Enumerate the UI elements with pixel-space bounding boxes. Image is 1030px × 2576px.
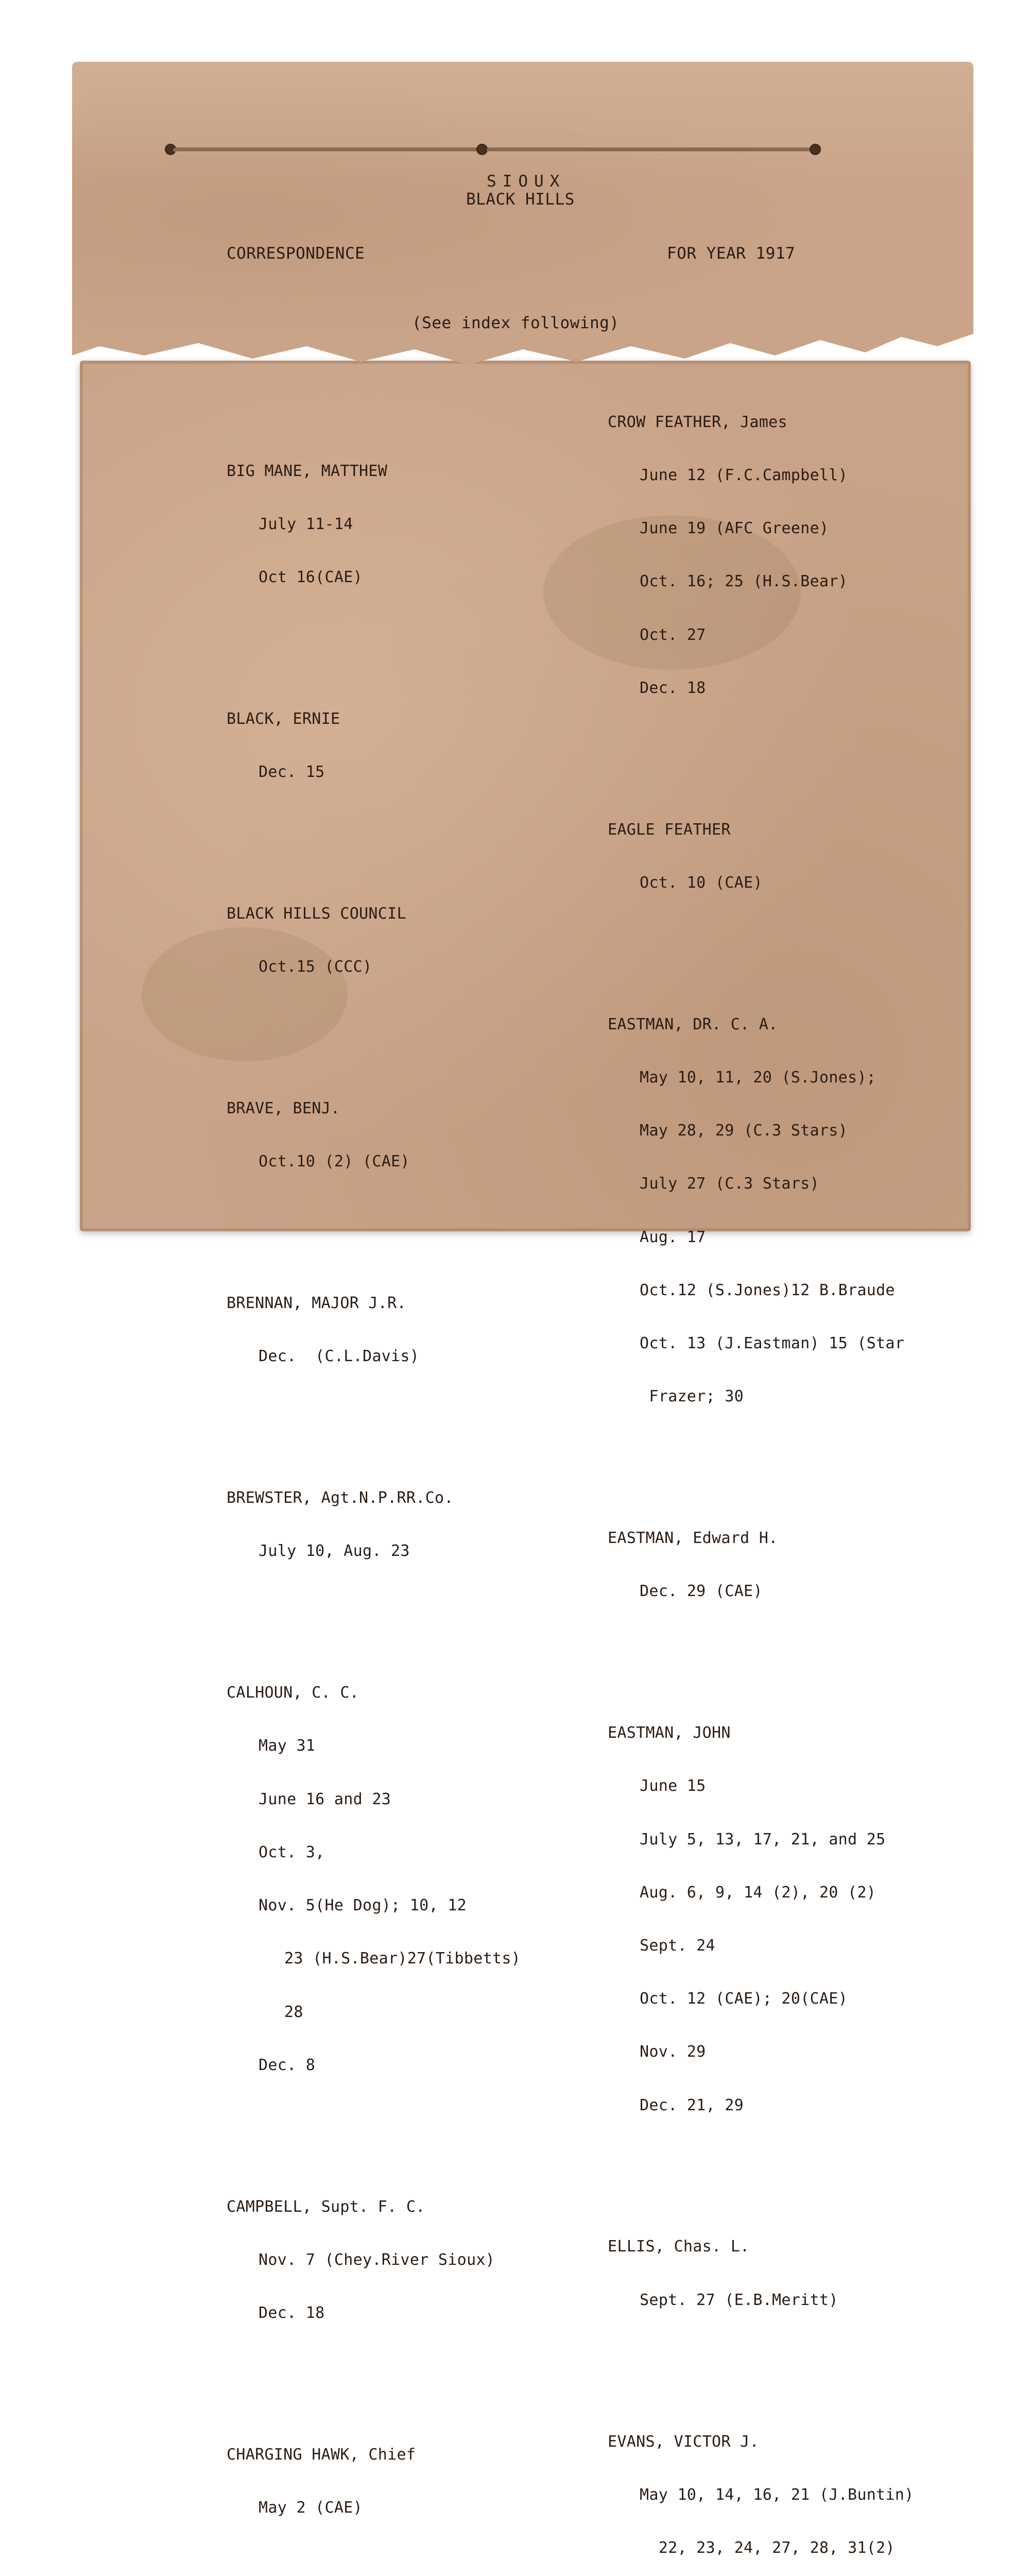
string-binding [165, 142, 824, 157]
entry-name: BLACK HILLS COUNCIL [227, 904, 406, 923]
entry-date: Oct.12 (S.Jones)12 B.Braude [640, 1281, 895, 1299]
index-entry [227, 1649, 521, 2110]
entry-date: Oct. 10 (CAE) [640, 873, 763, 892]
entry-name: EVANS, VICTOR J. [608, 2432, 759, 2451]
entry-date: Dec. 15 [259, 763, 325, 782]
index-entry [608, 2203, 914, 2345]
entry-date: 28 [284, 2003, 303, 2021]
entry-name: EASTMAN, Edward H. [608, 1529, 778, 1547]
entry-name: CROW FEATHER, James [608, 413, 787, 431]
index-entry [227, 427, 521, 622]
index-entry [227, 2411, 521, 2552]
index-entry [608, 2398, 914, 2576]
index-entry [608, 980, 914, 1442]
cover-right-label: FOR YEAR 1917 [667, 244, 796, 263]
binding-string [173, 148, 482, 151]
entry-date: Aug. 17 [640, 1228, 706, 1246]
entry-date: May 10, 14, 16, 21 (J.Buntin) [640, 2485, 914, 2504]
entry-date: May 31 [259, 1737, 316, 1755]
cover-title: SIOUX [487, 172, 566, 191]
entry-name: ELLIS, Chas. L. [608, 2238, 750, 2256]
index-entry [227, 870, 521, 1011]
entry-date: Oct 16(CAE) [259, 568, 363, 587]
entry-date: June 12 (F.C.Campbell) [640, 466, 848, 484]
entry-date: Oct. 27 [640, 625, 706, 644]
entry-date: Nov. 7 (Chey.River Sioux) [259, 2250, 495, 2269]
entry-date: May 2 (CAE) [259, 2499, 363, 2517]
index-entry [227, 675, 521, 817]
entry-date: May 10, 11, 20 (S.Jones); [640, 1068, 877, 1087]
entry-date: Oct.15 (CCC) [259, 958, 372, 976]
index-entry [608, 1494, 914, 1636]
entry-date: 22, 23, 24, 27, 28, 31(2) [640, 2538, 895, 2557]
entry-date: Nov. 29 [640, 2043, 706, 2061]
entry-name: BRENNAN, MAJOR J.R. [227, 1294, 406, 1313]
index-entry [227, 2163, 521, 2358]
entry-name: EAGLE FEATHER [608, 820, 731, 839]
entry-date: Oct. 12 (CAE); 20(CAE) [640, 1990, 848, 2008]
index-entry [227, 1454, 521, 1596]
entry-date: Oct.10 (2) (CAE) [259, 1153, 410, 1171]
entry-date: Nov. 5(He Dog); 10, 12 [259, 1896, 467, 1915]
index-entry [608, 786, 914, 927]
entry-date: Frazer; 30 [640, 1387, 744, 1406]
index-entry [227, 1259, 521, 1401]
entry-name: CHARGING HAWK, Chief [227, 2445, 416, 2464]
entry-name: BRAVE, BENJ. [227, 1099, 340, 1118]
entry-date: Dec. 8 [259, 2056, 316, 2074]
binding-string [487, 148, 816, 151]
entry-date: Dec. 18 [640, 679, 706, 697]
entry-name: EASTMAN, JOHN [608, 1724, 731, 1742]
entry-name: BLACK, ERNIE [227, 709, 340, 728]
entry-date: Oct. 3, [259, 1843, 325, 1861]
index-entry [608, 378, 914, 733]
entry-date: Dec. (C.L.Davis) [259, 1347, 420, 1366]
entry-name: CALHOUN, C. C. [227, 1684, 359, 1702]
right-index-column [608, 343, 914, 2576]
entry-date: June 15 [640, 1777, 706, 1795]
entry-date: Dec. 18 [259, 2304, 325, 2323]
binding-hole [810, 144, 821, 155]
index-entry [227, 1064, 521, 1206]
entry-name: CAMPBELL, Supt. F. C. [227, 2197, 425, 2216]
cover-note: (See index following) [412, 314, 620, 332]
left-index-column [227, 392, 521, 2576]
entry-date: July 11-14 [259, 515, 353, 533]
entry-date: Aug. 6, 9, 14 (2), 20 (2) [640, 1883, 877, 1902]
entry-date: July 10, Aug. 23 [259, 1542, 410, 1561]
entry-date: Sept. 24 [640, 1936, 715, 1955]
entry-date: 23 (H.S.Bear)27(Tibbetts) [284, 1950, 521, 1968]
entry-date: June 16 and 23 [259, 1790, 391, 1808]
entry-date: May 28, 29 (C.3 Stars) [640, 1122, 848, 1140]
binding-hole [476, 144, 488, 155]
index-entry [608, 1689, 914, 2150]
entry-name: EASTMAN, DR. C. A. [608, 1015, 778, 1033]
entry-date: Sept. 27 (E.B.Meritt) [640, 2291, 838, 2309]
entry-date: July 5, 13, 17, 21, and 25 [640, 1830, 886, 1849]
entry-name: BIG MANE, MATTHEW [227, 462, 388, 480]
entry-date: Oct. 13 (J.Eastman) 15 (Star [640, 1334, 905, 1352]
entry-date: June 19 (AFC Greene) [640, 519, 829, 538]
entry-name: BREWSTER, Agt.N.P.RR.Co. [227, 1489, 454, 1507]
cover-subtitle: BLACK HILLS [466, 190, 575, 209]
cover-left-label: CORRESPONDENCE [227, 244, 365, 263]
entry-date: Oct. 16; 25 (H.S.Bear) [640, 572, 848, 591]
entry-date: Dec. 21, 29 [640, 2096, 744, 2114]
entry-date: July 27 (C.3 Stars) [640, 1175, 819, 1193]
entry-date: Dec. 29 (CAE) [640, 1582, 763, 1601]
